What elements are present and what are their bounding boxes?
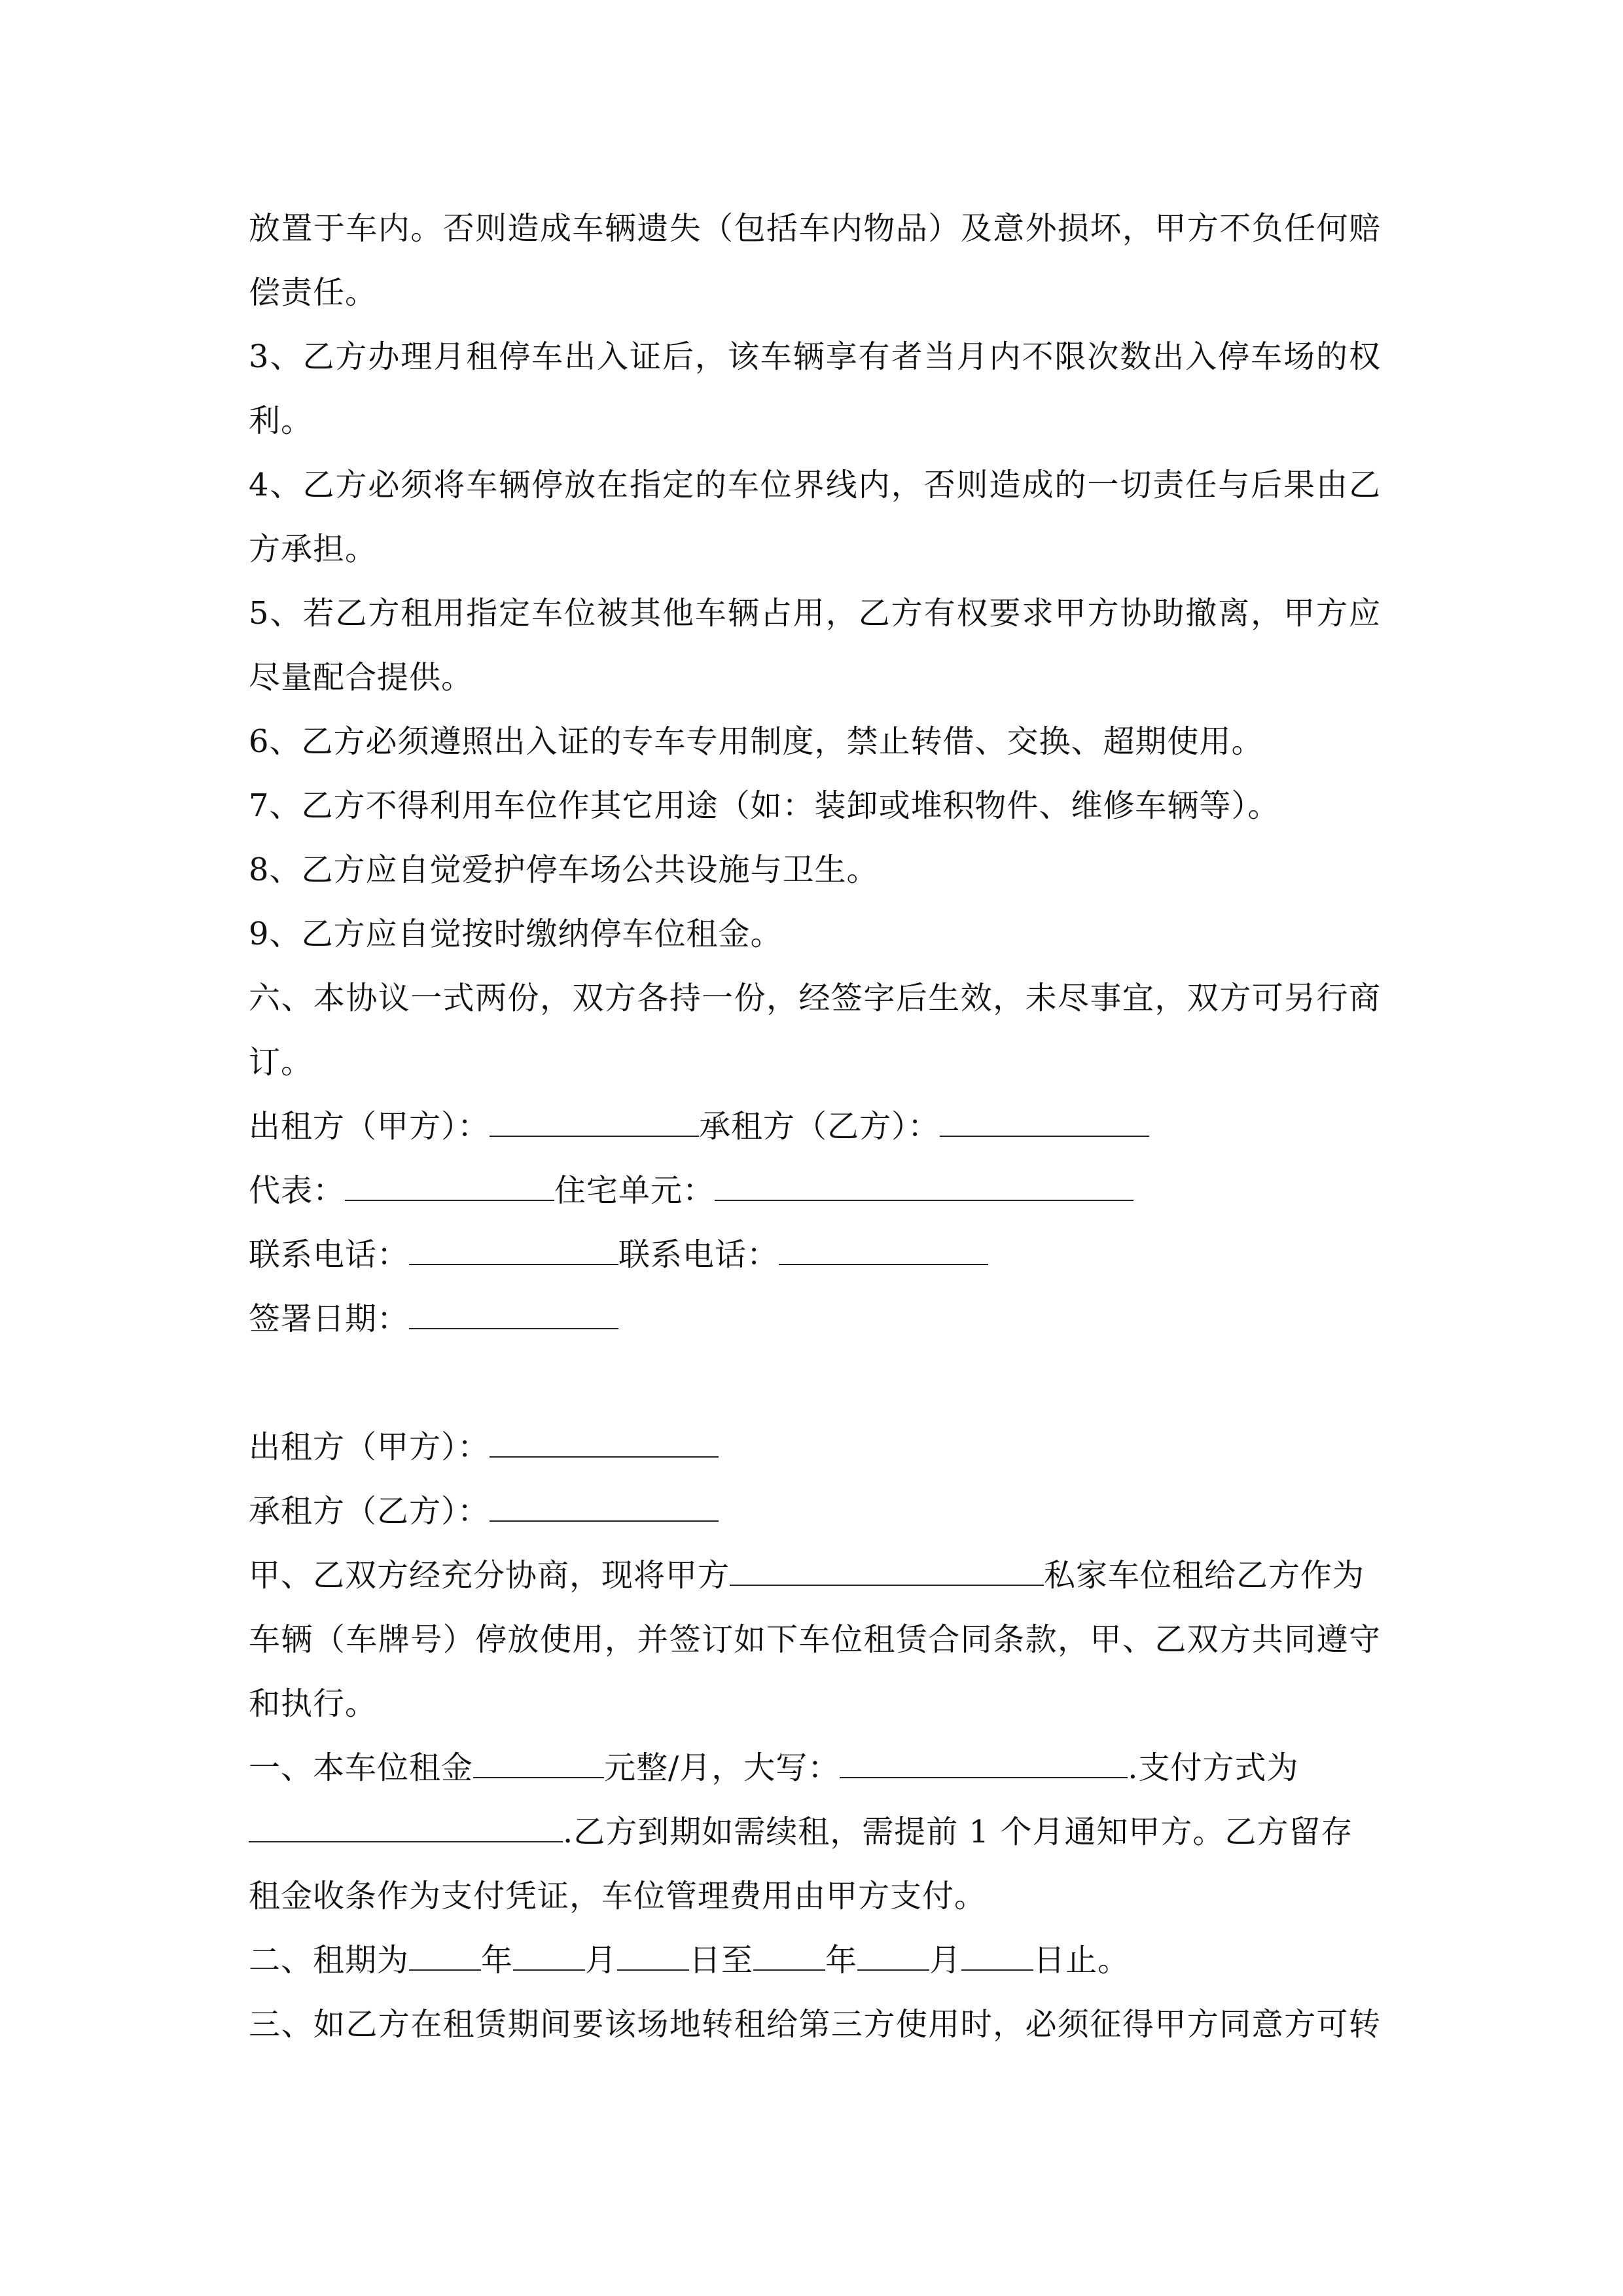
rent-amount-blank[interactable] — [473, 1751, 604, 1778]
clause-7: 7、乙方不得利用车位作其它用途（如：装卸或堆积物件、维修车辆等）。 — [249, 787, 1280, 824]
term-text: 年 — [481, 1942, 514, 1979]
text-line: 放置于车内。否则造成车辆遗失（包括车内物品）及意外损坏，甲方不负任何赔 — [249, 210, 1381, 247]
representative-blank[interactable] — [345, 1174, 554, 1201]
representative-row — [249, 1158, 1381, 1223]
signing-date-blank[interactable] — [409, 1302, 618, 1329]
text-line: 方承担。 — [249, 531, 378, 567]
lessor-blank[interactable] — [490, 1109, 699, 1137]
phone-label: 联系电话： — [249, 1236, 410, 1273]
term-clause — [249, 1928, 1381, 1992]
clause-8: 8、乙方应自觉爱护停车场公共设施与卫生。 — [249, 852, 879, 888]
rent-uppercase-blank[interactable] — [840, 1751, 1128, 1778]
lessor-label: 出租方（甲方）： — [249, 1108, 490, 1145]
start-month-blank[interactable] — [513, 1943, 585, 1971]
signature-parties-row — [249, 1094, 1381, 1158]
rent-text: 一、本车位租金 — [249, 1749, 474, 1786]
term-text: 月 — [929, 1942, 962, 1979]
section-6: 六、本协议一式两份，双方各持一份，经签字后生效，未尽事宜，双方可另行商 — [249, 980, 1381, 1016]
term-text: 二、租期为 — [249, 1942, 410, 1979]
end-day-blank[interactable] — [961, 1943, 1033, 1971]
phone-row — [249, 1223, 1381, 1287]
payment-text: .乙方到期如需续租，需提前 1 个月通知甲方。乙方留存 — [563, 1814, 1353, 1850]
lessee-blank[interactable] — [940, 1109, 1149, 1137]
term-text: 月 — [585, 1942, 618, 1979]
clause-9: 9、乙方应自觉按时缴纳停车位租金。 — [249, 916, 783, 952]
intro-text: 甲、乙双方经充分协商，现将甲方 — [249, 1557, 730, 1594]
end-month-blank[interactable] — [857, 1943, 929, 1971]
intro-line: 和执行。 — [249, 1685, 378, 1722]
rent-text: 元整/月，大写： — [604, 1749, 840, 1786]
clause-6: 6、乙方必须遵照出入证的专车专用制度，禁止转借、交换、超期使用。 — [249, 723, 1264, 760]
text-line: 尽量配合提供。 — [249, 659, 474, 696]
residential-unit-blank[interactable] — [715, 1174, 1133, 1201]
lessee-label: 承租方（乙方）： — [699, 1108, 940, 1145]
spacer — [249, 1351, 1381, 1415]
phone-blank[interactable] — [779, 1238, 988, 1265]
term-text: 年 — [825, 1942, 858, 1979]
signing-date-label: 签署日期： — [249, 1300, 410, 1337]
residential-unit-label: 住宅单元： — [554, 1172, 715, 1209]
clause-4: 4、乙方必须将车辆停放在指定的车位界线内，否则造成的一切责任与后果由乙 — [249, 467, 1381, 503]
phone-label: 联系电话： — [618, 1236, 779, 1273]
payment-line: 租金收条作为支付凭证，车位管理费用由甲方支付。 — [249, 1878, 987, 1914]
lessor-label: 出租方（甲方）： — [249, 1429, 490, 1465]
rent-clause — [249, 1736, 1381, 1800]
rent-text: .支付方式为 — [1128, 1749, 1299, 1786]
sublet-clause: 三、如乙方在租赁期间要该场地转租给第三方使用时，必须征得甲方同意方可转 — [249, 2006, 1381, 2043]
text-line: 利。 — [249, 403, 313, 439]
text-line: 偿责任。 — [249, 274, 378, 311]
intro-line: 车辆（车牌号）停放使用，并签订如下车位租赁合同条款，甲、乙双方共同遵守 — [249, 1621, 1381, 1658]
start-day-blank[interactable] — [617, 1943, 689, 1971]
representative-label: 代表： — [249, 1172, 346, 1209]
parking-space-blank[interactable] — [730, 1558, 1044, 1586]
payment-line — [249, 1800, 1381, 1864]
intro-text: 私家车位租给乙方作为 — [1044, 1557, 1365, 1594]
lessee-blank[interactable] — [490, 1494, 719, 1522]
start-year-blank[interactable] — [409, 1943, 481, 1971]
lessor-row — [249, 1415, 1381, 1479]
signing-date-row — [249, 1287, 1381, 1351]
term-text: 日至 — [689, 1942, 754, 1979]
document-page — [249, 196, 1381, 2056]
clause-5: 5、若乙方租用指定车位被其他车辆占用，乙方有权要求甲方协助撤离，甲方应 — [249, 595, 1381, 632]
clause-3: 3、乙方办理月租停车出入证后，该车辆享有者当月内不限次数出入停车场的权 — [249, 338, 1381, 375]
intro-line — [249, 1543, 1381, 1607]
end-year-blank[interactable] — [753, 1943, 825, 1971]
lessee-label: 承租方（乙方）： — [249, 1493, 490, 1530]
lessee-row — [249, 1479, 1381, 1543]
text-line: 订。 — [249, 1044, 313, 1081]
phone-blank[interactable] — [409, 1238, 618, 1265]
payment-method-blank[interactable] — [249, 1815, 563, 1842]
term-text: 日止。 — [1033, 1942, 1130, 1979]
lessor-blank[interactable] — [490, 1430, 719, 1458]
